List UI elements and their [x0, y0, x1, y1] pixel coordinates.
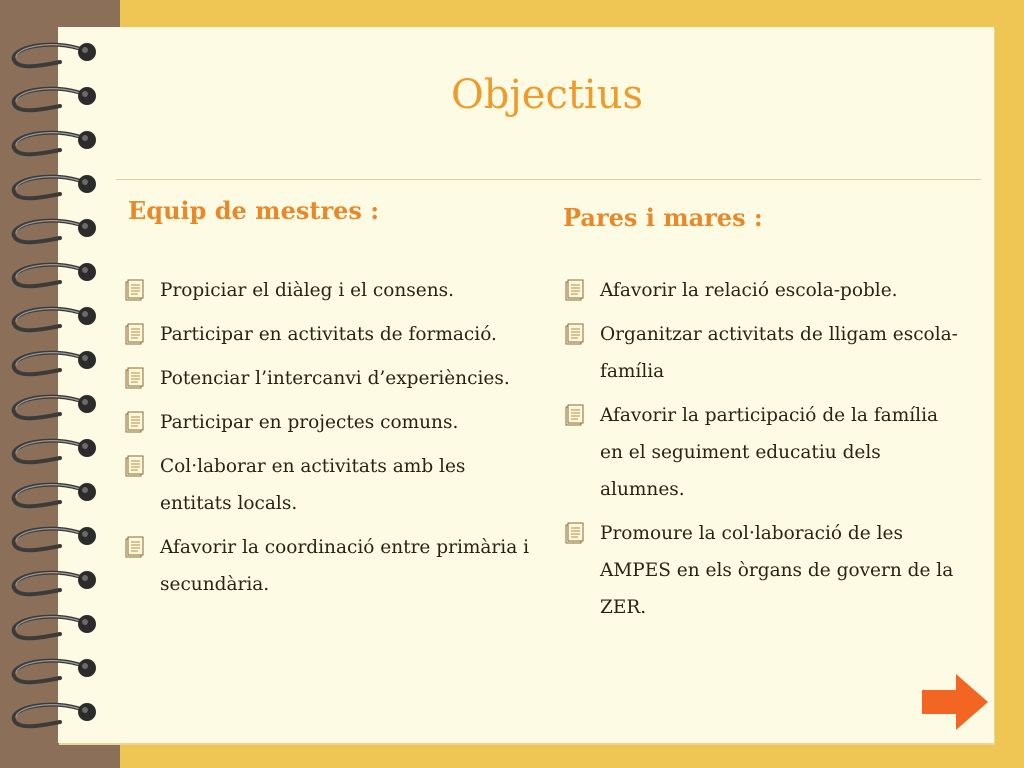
spiral-ring-icon: [14, 175, 96, 198]
list-item-text: Col·laborar en activitats amb les entitats locals.: [160, 456, 466, 514]
slide-title: Objectius: [450, 72, 644, 118]
list-item-text: Afavorir la participació de la família en el seguiment educatiu dels alumnes.: [600, 405, 939, 500]
list-item: [122, 316, 532, 353]
list-item-text: Promoure la col·laboració de les AMPES en els òrgans de govern de la ZER.: [600, 523, 954, 618]
next-arrow-icon: [920, 672, 990, 732]
spiral-ring-icon: [14, 43, 96, 66]
list-item-text: Afavorir la relació escola-poble.: [600, 280, 898, 301]
spiral-ring-icon: [14, 571, 96, 594]
list-item: [122, 360, 532, 397]
list-item: [562, 515, 962, 626]
spiral-ring-icon: [14, 351, 96, 374]
list-item: [562, 272, 962, 309]
list-item-text: Participar en projectes comuns.: [160, 412, 459, 433]
list-item: [122, 404, 532, 441]
list-item: [122, 529, 532, 603]
list-item-text: Propiciar el diàleg i el consens.: [160, 280, 455, 301]
spiral-ring-icon: [14, 615, 96, 638]
spiral-ring-icon: [14, 263, 96, 286]
notepad-icon: [562, 521, 586, 545]
right-column-heading: Pares i mares :: [563, 203, 763, 232]
spiral-ring-icon: [14, 307, 96, 330]
list-item-text: Afavorir la coordinació entre primària i secundària.: [160, 537, 530, 595]
list-item-text: Organitzar activitats de lligam escola-família: [600, 324, 958, 382]
spiral-ring-icon: [14, 439, 96, 462]
notepad-icon: [122, 410, 146, 434]
notepad-icon: [122, 366, 146, 390]
list-item: [122, 272, 532, 309]
next-slide-button[interactable]: [920, 672, 990, 732]
notepad-icon: [122, 454, 146, 478]
left-bullet-list: [122, 272, 532, 610]
left-column-heading: Equip de mestres :: [128, 196, 380, 225]
list-item: [562, 316, 962, 390]
spiral-ring-icon: [14, 659, 96, 682]
spiral-ring-icon: [14, 703, 96, 726]
right-bullet-list: [562, 272, 962, 633]
spiral-ring-icon: [14, 219, 96, 242]
notepad-icon: [562, 278, 586, 302]
notepad-icon: [562, 322, 586, 346]
title-divider: [116, 179, 981, 180]
notepad-icon: [562, 403, 586, 427]
notepad-icon: [122, 535, 146, 559]
spiral-ring-icon: [14, 483, 96, 506]
spiral-ring-icon: [14, 527, 96, 550]
notepad-icon: [122, 278, 146, 302]
list-item: [122, 448, 532, 522]
spiral-ring-icon: [14, 131, 96, 154]
notepad-icon: [122, 322, 146, 346]
list-item: [562, 397, 962, 508]
list-item-text: Potenciar l’intercanvi d’experiències.: [160, 368, 510, 389]
spiral-ring-icon: [14, 395, 96, 418]
list-item-text: Participar en activitats de formació.: [160, 324, 497, 345]
